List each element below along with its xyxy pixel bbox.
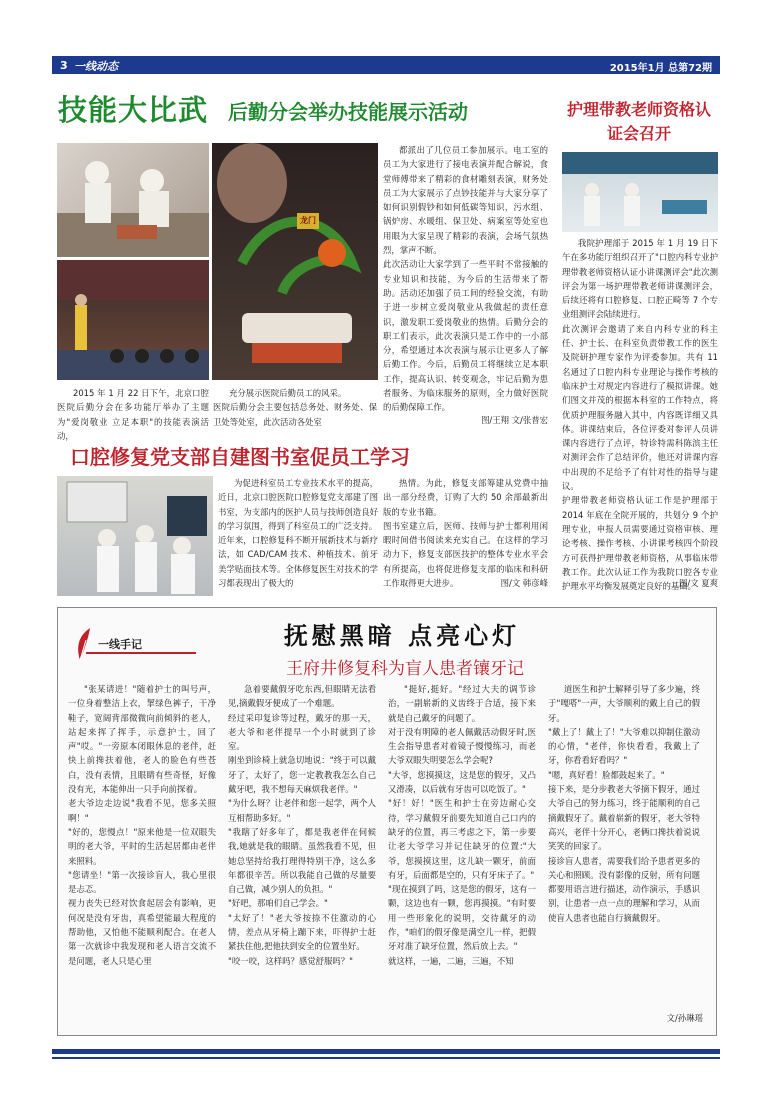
photo-nurse-training xyxy=(562,152,718,232)
box-col3: "挺好,挺好。"经过大夫的调节诊治，一副崭新的义齿终于合适，接下来就是自己戴牙的问题了。 对于没有明障的老人佩戴活动假牙时,医生会指导患者对着镜子慢慢练习，而老大爷双眼失明要怎么学会呢? "大爷，您摸摸这，这是您的假牙，又凸又滑凑，以后就有牙齿可以吃饭了。" "好！好！"医生和护士在旁边耐心交待，学习戴假牙前要先知道自己口内的缺牙的位置，再三考虑之下，第一步要让老大爷学习并记住缺牙的位置:"大爷，您摸摸这里，这儿缺一颗牙，前面有牙，后面都是空的，只有牙床子了。" "现在摸到了吗，这是您的假牙，这有一颗，这边也有一颗，您再摸摸。"有时要用一些形象化的说明，交待戴牙的动作，"咱们的假牙像是满空儿一样，把假牙对准了缺牙位置，然后放上去。" 就这样，一遍，二遍，三遍，不知 xyxy=(388,684,536,966)
section-name: 一线动态 xyxy=(74,60,118,73)
article1-credit: 图/王翔 文/张普宏 xyxy=(481,415,548,425)
photo-food-carving xyxy=(212,143,378,380)
footer-bar xyxy=(52,1049,720,1054)
box-label-underline xyxy=(86,652,196,654)
page-number: 3 xyxy=(60,59,68,72)
footer-bar-thin xyxy=(52,1057,720,1059)
dragon-sign-text: 龙门 xyxy=(300,216,316,225)
photo-nurse-training-art xyxy=(562,152,718,232)
photo-chefs xyxy=(57,143,209,257)
photo-library xyxy=(57,476,213,596)
box-col2: 急着要戴假牙吃东西,但眼睛无法看见,摘戴假牙便成了一个难题。 经过采印复诊等过程，戴牙的那一天，老大爷和老伴提早一个小时就到了诊室。 刚坐到诊椅上就急切地说："终于可以戴牙了，太好了，您一定教教我怎么自己戴牙吧，我不想每天麻烦我老伴。" "为什么呀？让老伴和您一起学，两个人互相帮助多好。" "我瞎了好多年了，都是我老伴在伺候我,她就是我的眼睛。虽然我看不见，但她总坚持给我打理得特别干净，这么多年都很辛苦。所以我能自己做的尽量要自己做，减少别人的负担。" "好吧，那咱们自己学会。" "太好了！"老大爷按捺不住激动的心情，差点从牙椅上蹦下来，吓得护士赶紧扶住他,把他扶到安全的位置坐好。 "咬一咬，这样吗？感觉舒服吗？" xyxy=(228,684,376,966)
article3-col2: 热情。为此，修复支部筹建从党费中抽出一部分经费，订购了大约 50 余部最新出版的专业书籍。 图书室建立后，医师、技师与护士都利用闲暇时间借书阅读来充实自己。在这样的学习动力下，修复支部医技护的整体专业水平会有所提高，也将促进修复支部的临床和科研工作取得更大进步。 xyxy=(383,478,548,589)
article1-col1: 2015 年 1 月 22 日下午，北京口腔医院后勤分会在多功能厅举办了主题为"爱岗敬业 立足本职"的技能表演活动， xyxy=(57,388,209,441)
box-label: 一线手记 xyxy=(98,638,142,651)
box-col1: "张某请进！"随着护士的叫号声，一位身着整洁上衣，挈绿色裤子，干净鞋子，宽阔背部微微向前倾斜的老人，站起来挥了挥手，示意护士，回了声"哎。"一旁原本闭眼休息的老伴，赶快上前搀扶着他，老人的脸色有些苍白，没有表情，且眼睛有些奇怪，好像没有光，本能伸出一只手向前探着。 老大爷边走边说"我看不见，您多关照啊！" "好的，您慢点！"原来他是一位双眼失明的老大爷，平时的生活起居都由老伴来照料。 "您请坐！"第一次接诊盲人，我心里很是忐忑。 视力丧失已经对饮食起居会有影响，更何况是没有牙齿，真希望能最大程度的帮助他，又怕他不能顺利配合。在老人第一次就诊中我发现和老人语言交流不是问题，老人只是心里 xyxy=(68,684,216,966)
article3-credit: 图/文 韩彦峰 xyxy=(500,578,548,588)
photo-library-art xyxy=(57,476,213,596)
article2-body: 我院护理部于 2015 年 1 月 19 日下午在多功能厅组织召开了"口腔内科专业护理带教老师资格认证小讲课测评会"此次测评会为第一场护理带教老师讲课测评会，后续还将有口腔修复、口腔正畸等 7 个专业组测评会陆续进行。 此次测评会邀请了来自内科专业的科主任、护士长、在科室负责带教工作的医生及院研护理专家作为评委参加。共有 11 名通过了口腔内科专业理论与操作考核的临床护士对规定内容进行了模拟讲课。她们图文并茂的根据本科室的工作特点，将优质护理服务融入其中，内容既详细又具体。讲课结束后，各位评委对参评人员讲课内容进行了点评，特诊特需科陈滨主任对测评会作了总结评价，他还对讲课内容中出现的不足给予了有针对性的指导与建议。 护理带教老师资格认证工作是护理部于 2014 年底在全院开展的，共划分 9 个护理专业，申报人员需要通过资格审核、理论考核、操作考核、小讲课考核四个阶段方可获得护理带教老师资格，从事临床带教工作。此次认证工作为我院口腔各专业护理水平均衡发展奠定良好的基础。 xyxy=(562,238,718,592)
quill-icon xyxy=(72,626,94,662)
article1-col3: 都派出了几位员工参加展示。电工室的员工为大家进行了接电表演并配合解说，食堂师傅带来了精彩的食材雕刻表演，财务处员工为大家展示了点钞技能并与大家分享了如何识别假钞和如何低碳等知识，污水组、锅炉房、水暖组、保卫处、病案室等处室也用眼为大家呈现了精彩的表演，会场气氛热烈，掌声不断。 此次活动让大家学到了一些平时不常接触的专业知识和技能，为今后的生活带来了帮助。活动还加强了员工间的经验交流，有助于进一步树立爱岗敬业从我做起的责任意识，激发职工爱岗敬业的热情。后勤分会的职工们表示，此次表演只是工作中的一小部分，希望通过本次表演与展示让更多人了解后勤工作。今后，后勤员工将继续立足本职工作，提高认识、转变观念，牢记后勤为患者服务、为临床服务的原则，全力做好医院的后勤保障工作。 xyxy=(383,145,548,413)
box-subtitle: 王府井修复科为盲人患者镶牙记 xyxy=(286,659,524,679)
article2-title: 护理带教老师资格认证会召开 xyxy=(566,100,711,143)
article1-title-sub: 后勤分会举办技能展示活动 xyxy=(228,100,468,124)
photo-audience xyxy=(57,260,209,380)
photo-food-carving-art xyxy=(212,143,378,380)
photo-chefs-art xyxy=(57,143,209,257)
quill-icon-art xyxy=(72,626,94,662)
box-title: 抚慰黑暗 点亮心灯 xyxy=(283,621,521,650)
article3-col1: 为促进科室员工专业技术水平的提高，近日，北京口腔医院口腔修复党支部建了图书室，为支部内的医护人员与技师创造良好的学习氛围，得到了科室员工的广泛支持。 近年来，口腔修复科不断开展新技术与新疗法，如 CAD/CAM 技术、种植技术、前牙美学贴面技术等。全体修复医生对技术的学习都表现出了极大的 xyxy=(218,478,378,589)
issue-info: 2015年1月 总第72期 xyxy=(609,63,712,74)
box-col4: 道医生和护士解释引导了多少遍，终于"嘎嗒"一声，大爷顺利的戴上自己的假牙。 "戴上了！戴上了！"大爷难以抑制住激动的心情，"老伴，你快看看，我戴上了牙，你看看好看吗？" "嗯，真好看！脸都鼓起来了。" 接下来，是分步教老大爷摘下假牙，通过大爷自己的努力练习，终于能顺利的自己摘戴假牙了。戴着崭新的假牙，老大爷特高兴，老伴十分开心，老俩口搀扶着说说笑笑的回家了。 接诊盲人患者，需要我们给予患者更多的关心和照顾。没有影像的反射，所有问题都要用语言进行描述，动作演示，手感识别，让患者一点一点的理解和学习，从而使盲人患者也能自行摘戴假牙。 xyxy=(548,684,700,923)
photo-audience-art xyxy=(57,260,209,380)
box-credit: 文/孙琳瑶 xyxy=(666,1013,703,1023)
article3-title: 口腔修复党支部自建图书室促员工学习 xyxy=(70,445,410,469)
article1-title-main: 技能大比武 xyxy=(58,93,209,127)
article2-credit: 图/文 夏爽 xyxy=(679,578,718,588)
article1-col2: 充分展示医院后勤员工的风采。 医院后勤分会主要包括总务处、财务处、保卫处等处室，此次活动各处室 xyxy=(213,388,377,427)
